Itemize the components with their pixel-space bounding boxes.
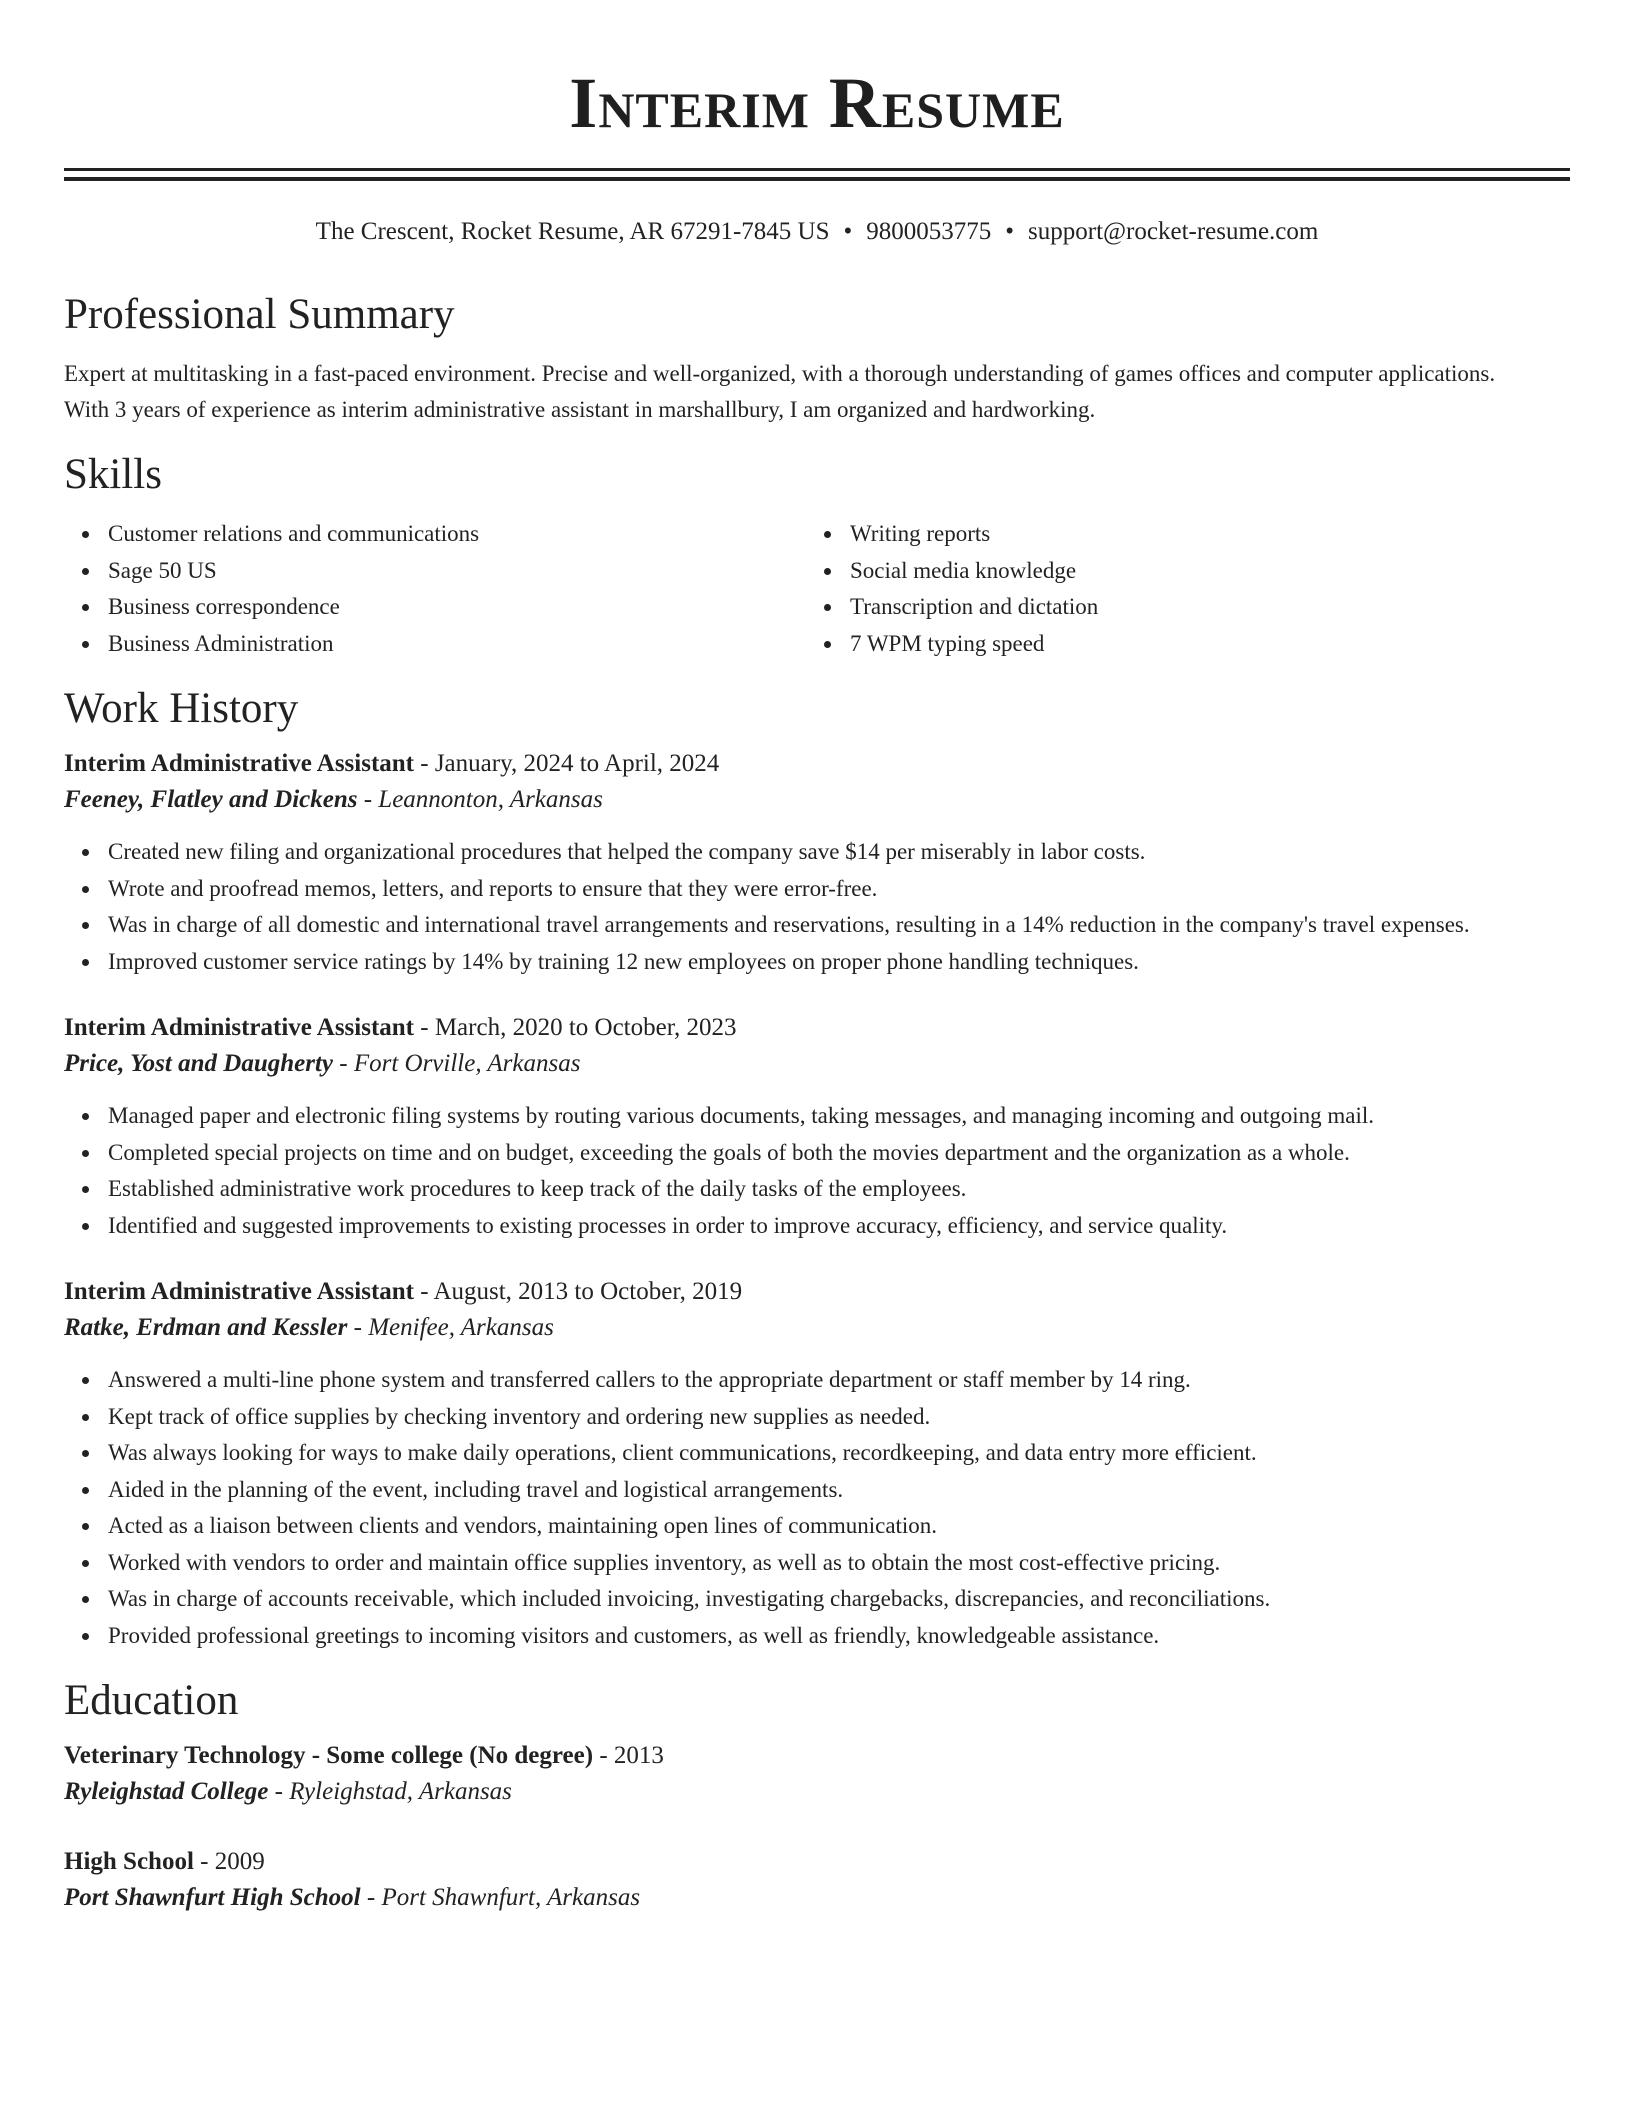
education-location: - Port Shawnfurt, Arkansas [360, 1884, 641, 1911]
skills-column-left [64, 516, 806, 662]
job-company: Ratke, Erdman and Kessler [64, 1314, 348, 1341]
work-heading: Work History [64, 685, 299, 732]
education-entry [64, 1844, 1570, 1916]
job-employer [64, 1046, 1570, 1082]
education-heading-line [64, 1844, 1570, 1880]
job-bullet: Aided in the planning of the event, including travel and logistical arrangements. [64, 1472, 1570, 1509]
education-degree: Veterinary Technology - Some college (No degree) [64, 1742, 594, 1769]
skills-list [64, 516, 1570, 662]
job-bullet: Was in charge of all domestic and international travel arrangements and reservations, resulting in a 14% reduction in the company's travel expenses. [64, 907, 1570, 944]
skills-heading: Skills [64, 451, 162, 498]
contact-separator: • [1005, 218, 1015, 245]
job-entry [64, 1010, 1570, 1244]
job-heading [64, 746, 1570, 782]
job-employer [64, 782, 1570, 818]
job-dates: - August, 2013 to October, 2019 [414, 1278, 743, 1305]
job-bullet: Created new filing and organizational procedures that helped the company save $14 per miserably in labor costs. [64, 834, 1570, 871]
contact-address: The Crescent, Rocket Resume, AR 67291-7845 US [315, 218, 830, 245]
job-title: Interim Administrative Assistant [64, 750, 414, 777]
job-bullet: Acted as a liaison between clients and vendors, maintaining open lines of communication. [64, 1508, 1570, 1545]
job-bullets [64, 1362, 1570, 1654]
education-year: - 2013 [593, 1742, 664, 1769]
job-bullet: Improved customer service ratings by 14% by training 12 new employees on proper phone handling techniques. [64, 944, 1570, 981]
job-entry [64, 746, 1570, 980]
skill-item: Business correspondence [64, 589, 806, 626]
job-title: Interim Administrative Assistant [64, 1278, 414, 1305]
contact-phone: 9800053775 [866, 218, 992, 245]
skill-item: 7 WPM typing speed [806, 626, 1548, 663]
job-location: - Menifee, Arkansas [347, 1314, 554, 1341]
job-company: Feeney, Flatley and Dickens [64, 786, 358, 813]
education-school: Ryleighstad College [64, 1778, 269, 1805]
education-school: Port Shawnfurt High School [64, 1884, 361, 1911]
education-degree: High School [64, 1848, 194, 1875]
job-location: - Fort Orville, Arkansas [333, 1050, 581, 1077]
skills-column-right [806, 516, 1548, 662]
job-title: Interim Administrative Assistant [64, 1014, 414, 1041]
title-rule-bottom [64, 177, 1570, 181]
education-heading-line [64, 1738, 1570, 1774]
job-dates: - January, 2024 to April, 2024 [414, 750, 720, 777]
job-bullet: Established administrative work procedures to keep track of the daily tasks of the employees. [64, 1171, 1570, 1208]
title-rule-top [64, 168, 1570, 171]
education-heading: Education [64, 1677, 239, 1724]
skill-item: Transcription and dictation [806, 589, 1548, 626]
skill-item: Sage 50 US [64, 553, 806, 590]
job-bullet: Worked with vendors to order and maintain office supplies inventory, as well as to obtain the most cost-effective pricing. [64, 1545, 1570, 1582]
education-location: - Ryleighstad, Arkansas [268, 1778, 512, 1805]
job-bullet: Was in charge of accounts receivable, which included invoicing, investigating chargebacks, discrepancies, and reconciliations. [64, 1581, 1570, 1618]
skill-item: Social media knowledge [806, 553, 1548, 590]
skill-item: Customer relations and communications [64, 516, 806, 553]
education-school-line [64, 1880, 1570, 1916]
contact-email: support@rocket-resume.com [1028, 218, 1319, 245]
job-entry [64, 1274, 1570, 1654]
skill-item: Business Administration [64, 626, 806, 663]
job-heading [64, 1274, 1570, 1310]
summary-text: Expert at multitasking in a fast-paced environment. Precise and well-organized, with a thorough understanding of games offices and computer applications. With 3 years of experience as interim administrative assistant in marshallbury, I am organized and hardworking. [64, 361, 1496, 422]
job-location: - Leannonton, Arkansas [357, 786, 603, 813]
contact-line [64, 217, 1570, 247]
job-company: Price, Yost and Daugherty [64, 1050, 333, 1077]
job-bullet: Provided professional greetings to incoming visitors and customers, as well as friendly, knowledgeable assistance. [64, 1618, 1570, 1655]
job-bullets [64, 834, 1570, 980]
job-bullet: Managed paper and electronic filing systems by routing various documents, taking messages, and managing incoming and outgoing mail. [64, 1098, 1570, 1135]
job-bullet: Wrote and proofread memos, letters, and reports to ensure that they were error-free. [64, 871, 1570, 908]
job-bullet: Identified and suggested improvements to existing processes in order to improve accuracy, efficiency, and service quality. [64, 1208, 1570, 1245]
resume-title: Interim Resume [569, 63, 1065, 143]
education-year: - 2009 [193, 1848, 265, 1875]
job-bullet: Answered a multi-line phone system and transferred callers to the appropriate department or staff member by 14 ring. [64, 1362, 1570, 1399]
skill-item: Writing reports [806, 516, 1548, 553]
education-school-line [64, 1774, 1570, 1810]
job-bullet: Was always looking for ways to make daily operations, client communications, recordkeeping, and data entry more efficient. [64, 1435, 1570, 1472]
job-employer [64, 1310, 1570, 1346]
resume-page [64, 0, 1570, 1916]
job-bullet: Completed special projects on time and on budget, exceeding the goals of both the movies department and the organization as a whole. [64, 1135, 1570, 1172]
summary-heading: Professional Summary [64, 291, 455, 338]
job-bullet: Kept track of office supplies by checking inventory and ordering new supplies as needed. [64, 1399, 1570, 1436]
contact-separator: • [843, 218, 853, 245]
job-heading [64, 1010, 1570, 1046]
education-entry [64, 1738, 1570, 1810]
job-dates: - March, 2020 to October, 2023 [414, 1014, 737, 1041]
job-bullets [64, 1098, 1570, 1244]
